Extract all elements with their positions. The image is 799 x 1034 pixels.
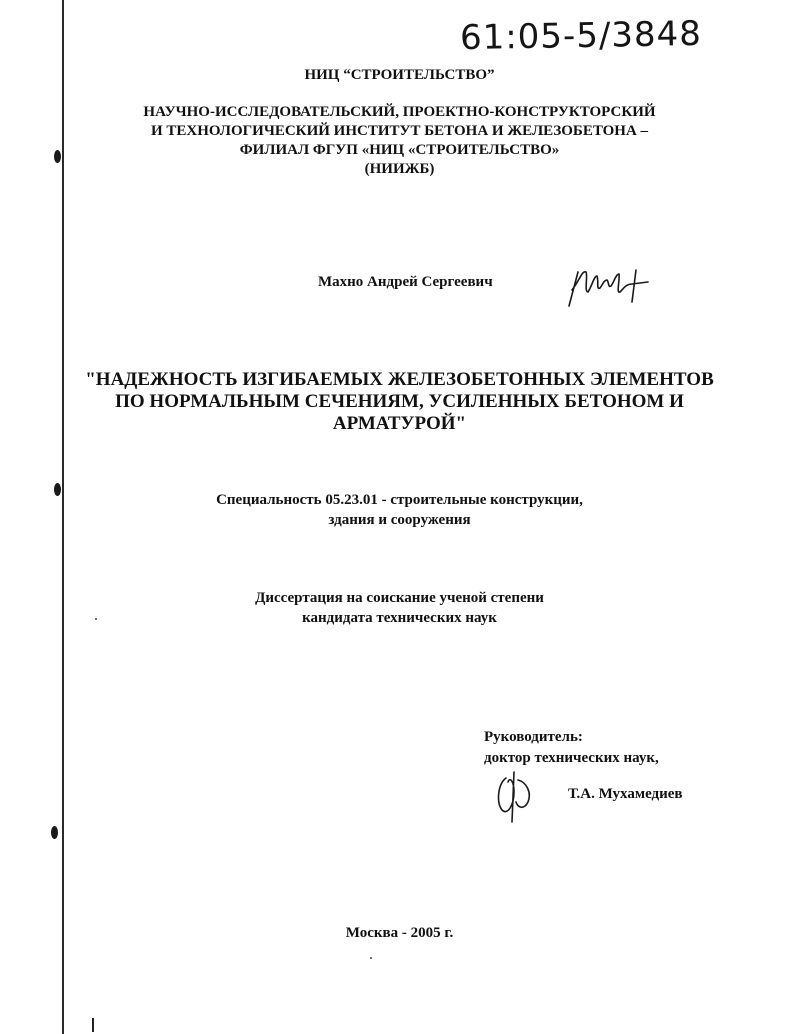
specialty-line: здания и сооружения [328,512,471,528]
institute-line: И ТЕХНОЛОГИЧЕСКИЙ ИНСТИТУТ БЕТОНА И ЖЕЛЕЗОБЕТОНА – [150,123,649,139]
supervisor-signature [492,768,536,824]
institute-line: НАУЧНО-ИССЛЕДОВАТЕЛЬСКИЙ, ПРОЕКТНО-КОНСТРУКТОРСКИЙ [143,104,656,120]
institute-line: (НИИЖБ) [364,161,435,177]
title-line: ПО НОРМАЛЬНЫМ СЕЧЕНИЯМ, УСИЛЕННЫХ БЕТОНОМ И [115,391,684,412]
title-line: АРМАТУРОЙ" [332,413,467,434]
place-and-year: Москва - 2005 г. [345,925,454,941]
institute-line: ФИЛИАЛ ФГУП «НИЦ «СТРОИТЕЛЬСТВО» [239,142,560,158]
supervisor-name: Т.А. Мухамедиев [568,786,683,802]
degree-line: Диссертация на соискание ученой степени [255,590,544,606]
scan-mark [92,1018,94,1032]
author-name: Махно Андрей Сергеевич [318,274,493,290]
specialty-line: Специальность 05.23.01 - строительные конструкции, [216,492,583,508]
institute-name [0,103,799,179]
organization-short-name: НИЦ “СТРОИТЕЛЬСТВО” [304,67,495,83]
degree-line: кандидата технических наук [302,610,497,626]
supervisor-degree: доктор технических наук, [484,750,659,766]
degree-statement [0,588,799,628]
archive-number: 61:05-5/3848 [459,13,703,59]
dissertation-title [0,369,799,435]
specialty [0,490,799,530]
scan-speck [370,957,372,959]
supervisor-role: Руководитель: [484,729,583,745]
supervisor-block [484,727,659,769]
punch-hole-mark [51,826,58,839]
title-line: "НАДЕЖНОСТЬ ИЗГИБАЕМЫХ ЖЕЛЕЗОБЕТОННЫХ ЭЛЕМЕНТОВ [85,369,714,390]
author-signature [566,262,656,310]
